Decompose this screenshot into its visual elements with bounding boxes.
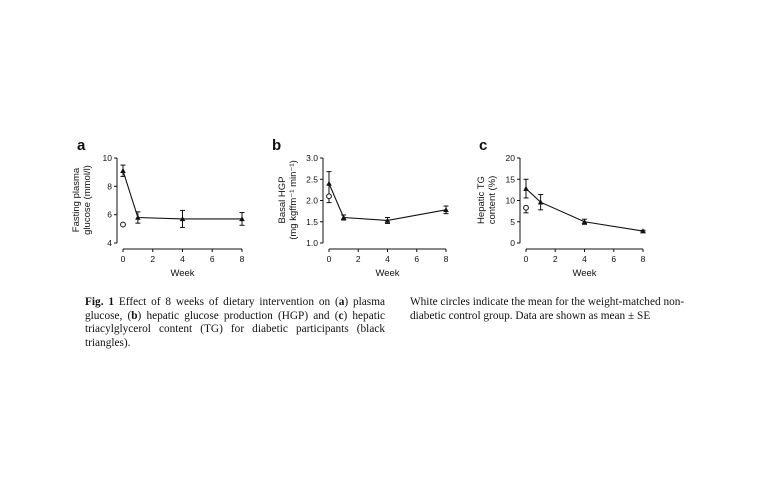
y-tick-label: 6	[107, 209, 112, 220]
chart-panel-c	[476, 137, 646, 279]
y-tick-label: 4	[107, 238, 112, 248]
data-point-triangle	[523, 186, 529, 191]
y-axis-label	[277, 160, 299, 240]
y-tick-label: 1.5	[306, 216, 318, 227]
y-tick-label: 2.0	[306, 195, 318, 206]
y-axis-label-line: (mg kgffm⁻¹ min⁻¹)	[288, 160, 299, 240]
y-axis-label	[71, 165, 93, 235]
y-tick-label: 2.5	[306, 174, 318, 185]
data-point-triangle	[326, 181, 332, 186]
caption-ref-c: c	[338, 309, 344, 322]
y-tick-label: 5	[510, 216, 515, 227]
y-axis-label-line: Fasting plasma	[71, 167, 82, 233]
x-tick-label: 0	[120, 254, 126, 264]
x-tick-label: 0	[523, 254, 529, 264]
y-axis-label-line: Basal HGP	[277, 176, 288, 224]
caption-text-3: ) hepatic glucose production (HGP) and (	[137, 309, 339, 322]
y-tick-label: 3.0	[306, 153, 318, 163]
caption-text-2: ) plasma glucose, (	[85, 296, 385, 322]
data-point-triangle	[443, 207, 449, 212]
x-tick-label: 4	[180, 254, 185, 264]
caption-text-1: Effect of 8 weeks of dietary intervention on (	[114, 296, 339, 308]
figure-caption-left	[85, 296, 385, 350]
caption-ref-b: b	[131, 309, 138, 322]
x-axis-label: Week	[170, 268, 195, 279]
series-line-triangle	[329, 184, 446, 221]
chart-panel-a	[71, 137, 245, 279]
x-tick-label: 8	[640, 254, 646, 264]
figure-caption-right: White circles indicate the mean for the weight-matched non-diabetic control group. Data are shown as mean ± SE	[410, 296, 685, 322]
x-tick-label: 6	[611, 254, 617, 264]
y-tick-label: 10	[102, 153, 112, 163]
data-point-open-circle	[121, 222, 126, 227]
caption-ref-a: a	[338, 296, 345, 308]
x-tick-label: 0	[326, 254, 332, 264]
y-axis-label-line: Hepatic TG	[476, 176, 487, 224]
y-tick-label: 0	[510, 238, 515, 248]
y-axis-label-line: content (%)	[487, 175, 498, 225]
panel-letter: c	[479, 137, 488, 154]
x-tick-label: 8	[443, 254, 449, 264]
panel-letter: b	[272, 137, 282, 154]
chart-panel-b	[272, 137, 449, 279]
y-tick-label: 15	[505, 174, 515, 185]
x-tick-label: 4	[385, 254, 390, 264]
y-tick-label: 10	[505, 195, 515, 206]
y-tick-label: 20	[505, 153, 515, 163]
data-point-triangle	[120, 168, 126, 173]
y-axis-label-line: glucose (mmol/l)	[82, 165, 93, 235]
x-tick-label: 4	[582, 254, 587, 264]
data-point-open-circle	[524, 205, 529, 210]
x-tick-label: 2	[355, 254, 361, 264]
x-tick-label: 2	[552, 254, 558, 264]
x-tick-label: 6	[209, 254, 215, 264]
x-axis-label: Week	[375, 268, 400, 279]
x-tick-label: 8	[239, 254, 245, 264]
x-tick-label: 6	[414, 254, 420, 264]
y-tick-label: 1.0	[306, 238, 318, 248]
data-point-open-circle	[327, 194, 332, 199]
x-tick-label: 2	[150, 254, 156, 264]
x-axis-label: Week	[572, 268, 597, 279]
y-tick-label: 8	[107, 181, 112, 192]
figure-label: Fig. 1	[85, 296, 115, 308]
panel-letter: a	[77, 137, 86, 154]
y-axis-label	[476, 176, 498, 225]
caption-text-4: ) hepatic triacylglycerol content (TG) for diabetic participants (black triangles).	[85, 309, 385, 349]
